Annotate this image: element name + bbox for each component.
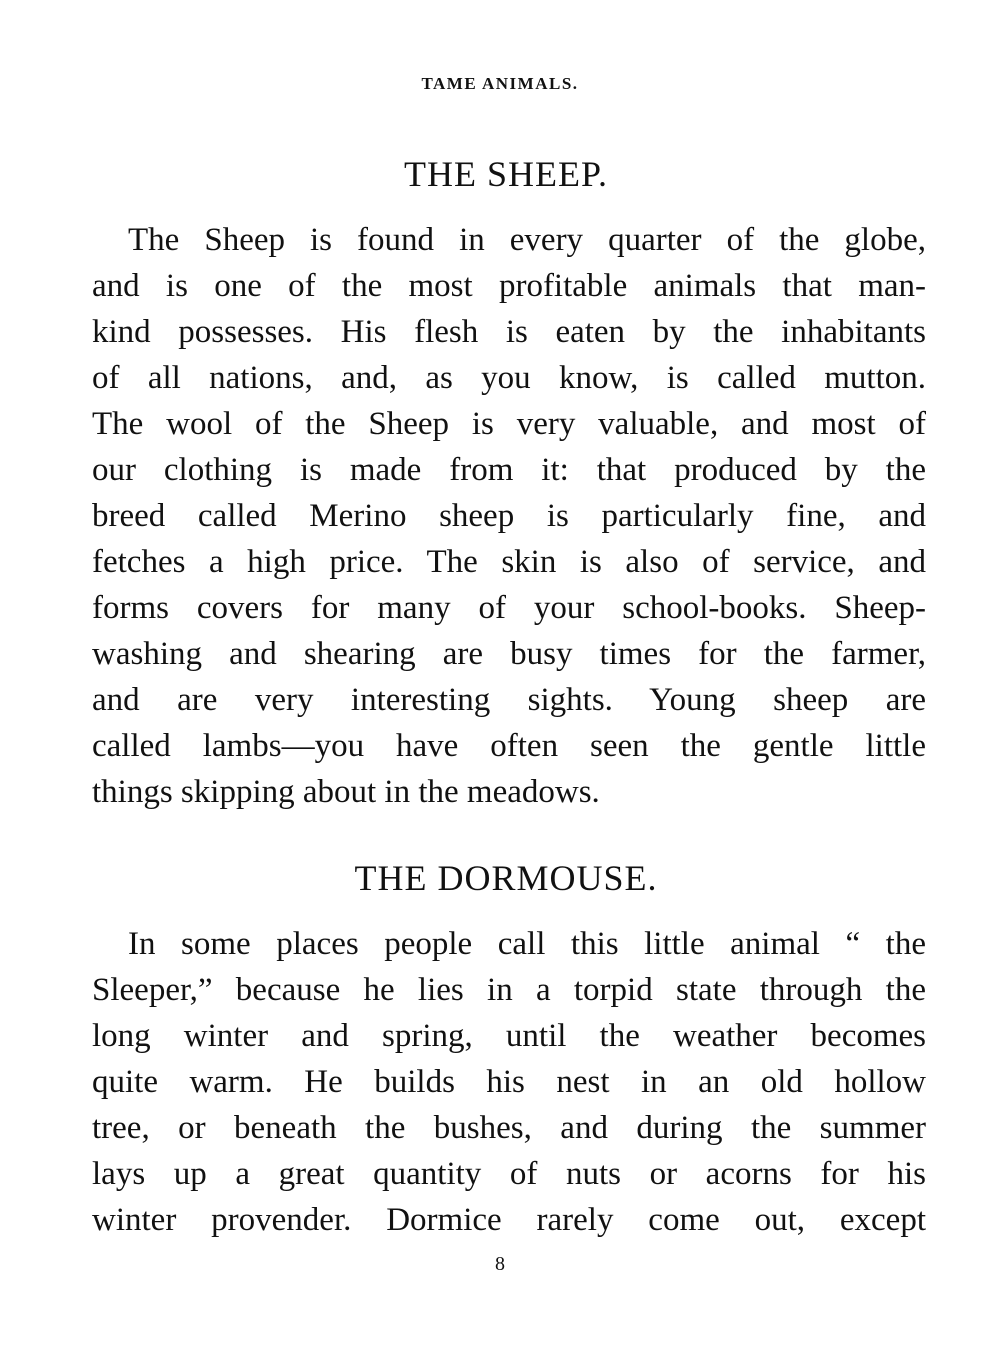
text-line: lays up a great quantity of nuts or acorns for his bbox=[92, 1156, 926, 1192]
text-line: things skipping about in the meadows. bbox=[92, 774, 600, 810]
text-line: called lambs—you have often seen the gentle little bbox=[92, 728, 926, 764]
text-line: fetches a high price. The skin is also of service, and bbox=[92, 544, 926, 580]
text-line: tree, or beneath the bushes, and during the summer bbox=[92, 1110, 926, 1146]
text-line: washing and shearing are busy times for the farmer, bbox=[92, 636, 926, 672]
section-heading-dormouse: THE DORMOUSE. bbox=[354, 858, 658, 898]
text-line: The wool of the Sheep is very valuable, and most of bbox=[92, 406, 926, 442]
text-line: breed called Merino sheep is particularly fine, and bbox=[92, 498, 926, 534]
text-line: The Sheep is found in every quarter of the globe, bbox=[128, 222, 926, 258]
text-line: of all nations, and, as you know, is called mutton. bbox=[92, 360, 926, 396]
paragraph-sheep bbox=[92, 217, 926, 815]
text-line: kind possesses. His flesh is eaten by the inhabitants bbox=[92, 314, 926, 350]
text-line: and is one of the most profitable animals that man- bbox=[92, 268, 926, 304]
running-head: TAME ANIMALS. bbox=[421, 74, 579, 93]
text-line: forms covers for many of your school-books. Sheep- bbox=[92, 590, 926, 626]
section-heading-sheep: THE SHEEP. bbox=[403, 154, 608, 194]
text-line: In some places people call this little animal “ the bbox=[128, 926, 926, 962]
text-line: and are very interesting sights. Young sheep are bbox=[92, 682, 926, 718]
page-number: 8 bbox=[495, 1253, 505, 1275]
text-line: Sleeper,” because he lies in a torpid state through the bbox=[92, 972, 926, 1008]
text-line: our clothing is made from it: that produced by the bbox=[92, 452, 926, 488]
paragraph-dormouse bbox=[92, 921, 926, 1243]
text-line: winter provender. Dormice rarely come out, except bbox=[92, 1202, 926, 1238]
text-line: long winter and spring, until the weather becomes bbox=[92, 1018, 926, 1054]
text-line: quite warm. He builds his nest in an old hollow bbox=[92, 1064, 926, 1100]
